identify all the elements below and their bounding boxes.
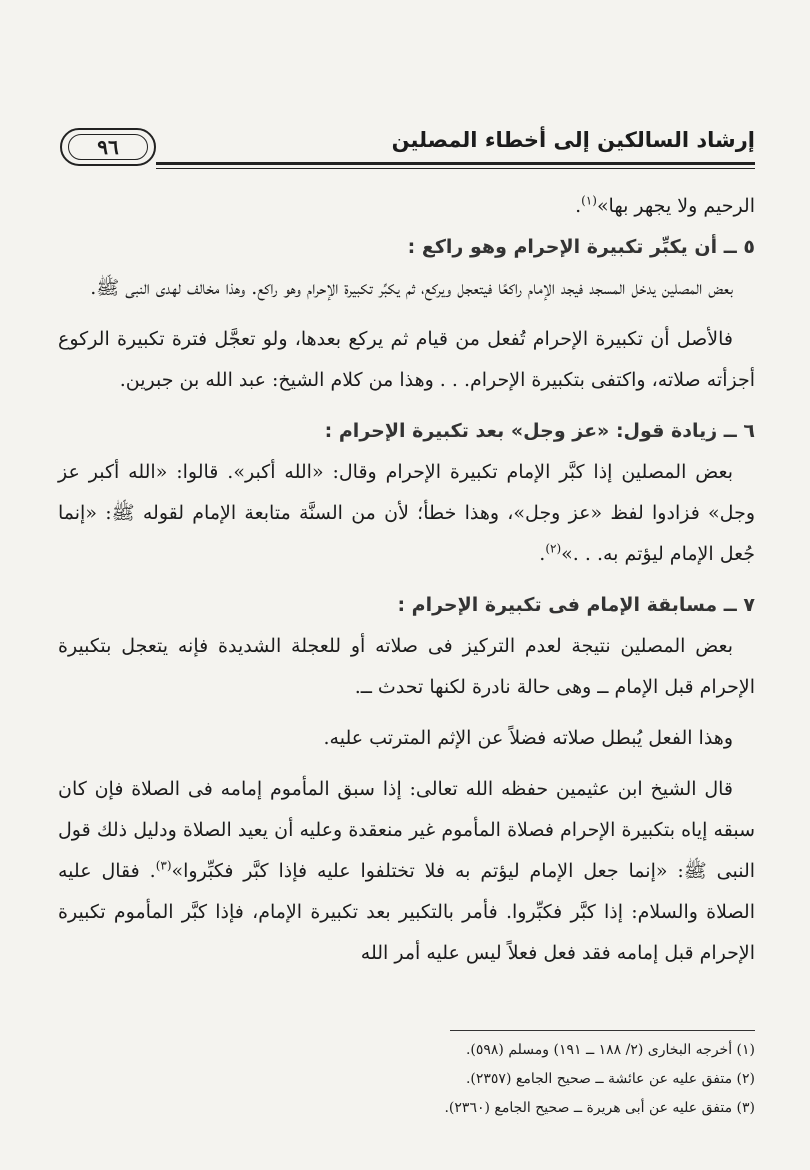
footnote-ref: (١) (581, 193, 597, 208)
paragraph: بعض المصلين يدخل المسجد فيجد الإمام راكعًا فيتعجل ويركع، ثم يكبِّر تكبيرة الإحرام وهو راكع. وهذا مخالف لهدى النبى ﷺ. (90, 277, 733, 299)
section-heading-6: ٦ ــ زيادة قول: «عز وجل» بعد تكبيرة الإحرام : (324, 420, 755, 442)
section-heading-5: ٥ ــ أن يكبِّر تكبيرة الإحرام وهو راكع : (407, 236, 755, 258)
running-header (60, 122, 755, 170)
book-title: إرشاد السالكين إلى أخطاء المصلين (391, 128, 755, 152)
paragraph: وهذا الفعل يُبطل صلاته فضلاً عن الإثم المترتب عليه. (323, 727, 733, 749)
footnote-item: (٣) متفق عليه عن أبى هريرة ــ صحيح الجامع (٢٣٦٠). (444, 1100, 755, 1116)
page-body (58, 186, 755, 974)
section-heading-7: ٧ ــ مسابقة الإمام فى تكبيرة الإحرام : (397, 594, 755, 616)
header-rule-thin (156, 168, 755, 169)
paragraph: بعض المصلين إذا كبَّر الإمام تكبيرة الإحرام وقال: «الله أكبر». قالوا: «الله أكبر عز وجل» فزادوا لفظ «عز وجل»، وهذا خطأ؛ لأن من السنَّة متابعة الإمام لقوله ﷺ: «إنما جُعل الإمام ليؤتم به. . .»$^{(٢)}$. (58, 461, 755, 565)
paragraph-continuation: الرحيم ولا يجهر بها»$^{(١)}$. (575, 193, 755, 217)
footnote-ref: (٣) (155, 858, 172, 873)
footnote-separator (450, 1030, 755, 1031)
footnote-item: (٢) متفق عليه عن عائشة ــ صحيح الجامع (٢٣٥٧). (465, 1071, 755, 1087)
footnotes (58, 1036, 755, 1123)
paragraph: بعض المصلين نتيجة لعدم التركيز فى صلاته أو للعجلة الشديدة فإنه يتعجل بتكبيرة الإحرام قبل الإمام ــ وهى حالة نادرة لكنها تحدث ــ. (58, 635, 755, 698)
footnote-item: (١) أخرجه البخارى (٢/ ١٨٨ ــ ١٩١) ومسلم (٥٩٨). (465, 1042, 755, 1058)
page-number-badge (60, 128, 156, 166)
footnote-ref: (٢) (545, 541, 562, 556)
header-rule-thick (156, 162, 755, 165)
paragraph: فالأصل أن تكبيرة الإحرام تُفعل من قيام ثم يركع بعدها، ولو تعجَّل فترة تكبيرة الركوع أجزأته صلاته، واكتفى بتكبيرة الإحرام. . . وهذا من كلام الشيخ: عبد الله بن جبرين. (58, 328, 755, 391)
page-number: ٩٦ (97, 135, 119, 159)
paragraph: قال الشيخ ابن عثيمين حفظه الله تعالى: إذا سبق المأموم إمامه فى الصلاة فإن كان سبقه إياه بتكبيرة الإحرام فصلاة المأموم غير منعقدة وعليه أن يعيد الصلاة ودليل ذلك قول النبى ﷺ: «إنما جعل الإمام ليؤتم به فلا تختلفوا عليه فإذا كبَّر فكبِّروا»$^{(٣)}$. فقال عليه الصلاة والسلام: إذا كبَّر فكبِّروا. فأمر بالتكبير بعد تكبيرة الإمام، فإذا كبَّر المأموم تكبيرة الإحرام قبل إمامه فقد فعل فعلاً ليس عليه أمر الله (58, 778, 756, 964)
